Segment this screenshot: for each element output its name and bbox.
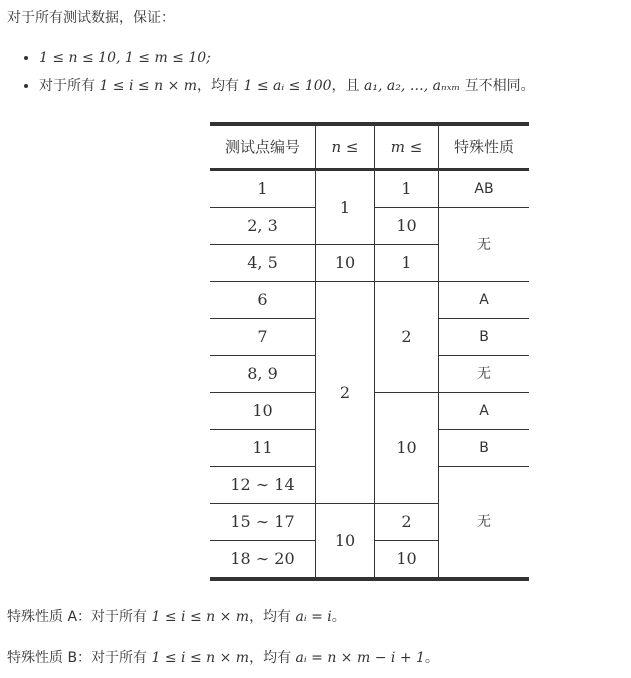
property-value: A <box>439 282 530 319</box>
m-value: 10 <box>396 438 417 457</box>
text: 。 <box>331 609 346 625</box>
text: ，均有 <box>197 78 244 94</box>
m-value: 10 <box>396 549 417 568</box>
testcase-id: 18 ∼ 20 <box>230 549 295 568</box>
text: ，均有 <box>249 609 296 625</box>
property-value: 无 <box>439 467 530 580</box>
testcase-id: 2, 3 <box>247 216 278 235</box>
text: ，且 <box>331 78 364 94</box>
property-label: 特殊性质 B： <box>7 650 92 666</box>
property-label: 特殊性质 A： <box>7 609 92 625</box>
m-value: 10 <box>396 216 417 235</box>
property-value: 无 <box>439 208 530 282</box>
header-m-max: m ≤ <box>375 124 439 170</box>
n-value: 10 <box>334 530 356 550</box>
math-expression: a₁, a₂, …, aₙₓₘ <box>364 78 461 94</box>
testcase-id: 8, 9 <box>247 364 278 383</box>
testcase-id: 1 <box>257 179 268 198</box>
table-header-row <box>210 124 529 170</box>
math-expression: 1 ≤ n ≤ 10, 1 ≤ m ≤ 10; <box>39 50 211 66</box>
testcase-id: 11 <box>252 438 273 457</box>
n-value: 1 <box>339 197 351 217</box>
header-testcase-id: 测试点编号 <box>210 124 316 170</box>
subtask-table <box>210 122 529 581</box>
table-row <box>210 282 529 319</box>
math-expression: aᵢ = i <box>295 609 332 625</box>
m-value: 2 <box>401 512 412 531</box>
property-value: B <box>439 319 530 356</box>
testcase-id: 7 <box>257 327 268 346</box>
n-value: 10 <box>334 253 356 272</box>
text: ，均有 <box>249 650 296 666</box>
property-value: 无 <box>439 356 530 393</box>
testcase-id: 10 <box>252 401 273 420</box>
special-property-b <box>7 647 439 669</box>
text: 。 <box>424 650 439 666</box>
header-n-max: n ≤ <box>316 124 375 170</box>
text: 对于所有 <box>91 650 152 666</box>
m-value: 1 <box>401 253 412 272</box>
constraint-item <box>39 44 535 72</box>
testcase-id: 6 <box>257 290 268 309</box>
text: 互不相同。 <box>460 78 535 94</box>
math-expression: 1 ≤ aᵢ ≤ 100 <box>243 78 332 94</box>
math-expression: aᵢ = n × m − i + 1 <box>295 650 425 666</box>
m-value: 2 <box>401 327 412 346</box>
property-value: B <box>439 430 530 467</box>
property-value: AB <box>439 170 530 208</box>
testcase-id: 4, 5 <box>247 253 278 272</box>
math-expression: 1 ≤ i ≤ n × m <box>151 650 250 666</box>
math-expression: 1 ≤ i ≤ n × m <box>99 78 198 94</box>
text: 对于所有 <box>91 609 152 625</box>
text: 对于所有 <box>39 78 100 94</box>
constraint-list <box>20 44 535 100</box>
table-row <box>210 170 529 208</box>
math-expression: 1 ≤ i ≤ n × m <box>151 609 250 625</box>
property-value: A <box>439 393 530 430</box>
testcase-id: 12 ∼ 14 <box>230 475 295 494</box>
n-value: 2 <box>339 382 351 402</box>
m-value: 1 <box>401 179 412 198</box>
intro-text: 对于所有测试数据，保证： <box>7 10 175 26</box>
header-special-property: 特殊性质 <box>439 124 530 170</box>
testcase-id: 15 ∼ 17 <box>230 512 295 531</box>
constraint-item <box>39 72 535 100</box>
special-property-a <box>7 606 346 628</box>
